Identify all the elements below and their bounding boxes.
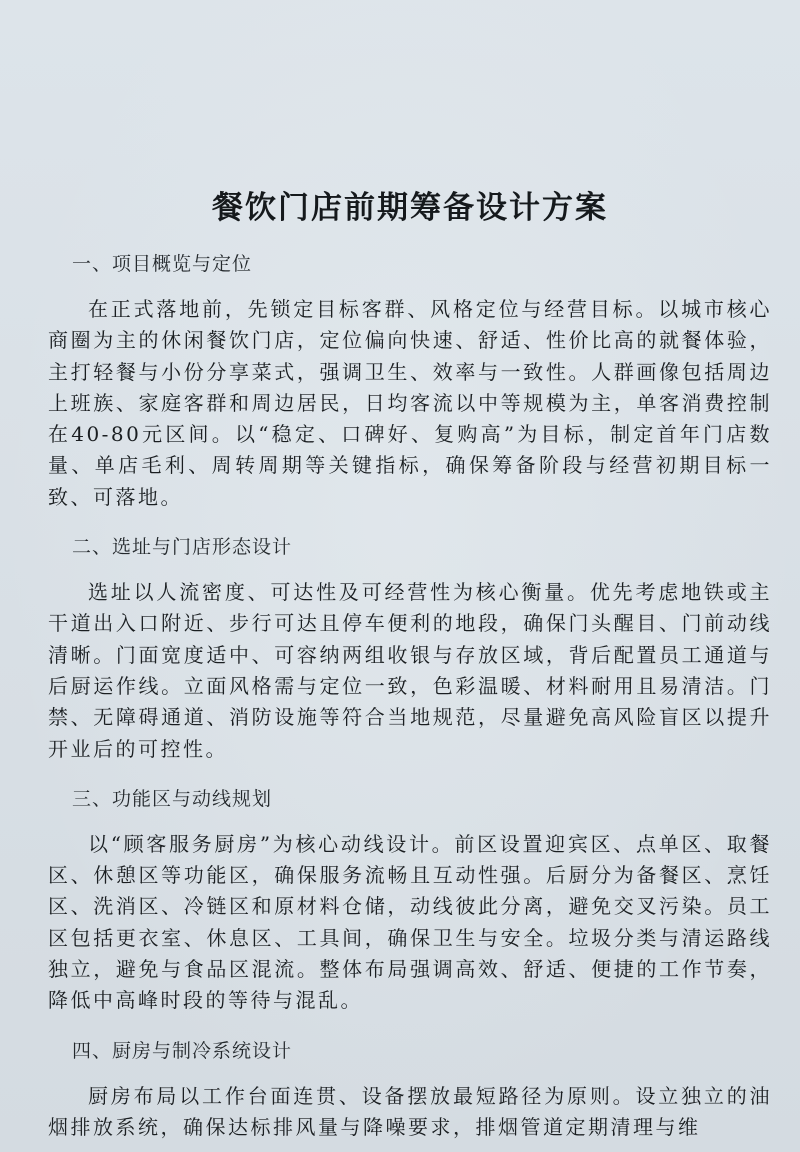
section-functional-zones (48, 787, 772, 1017)
section-body: 厨房布局以工作台面连贯、设备摆放最短路径为原则。设立独立的油烟排放系统，确保达标排风量与降噪要求，排烟管道定期清理与维 (48, 1083, 772, 1139)
section-heading: 一、项目概览与定位 (72, 253, 253, 275)
section-kitchen-refrigeration (48, 1039, 772, 1144)
section-heading: 三、功能区与动线规划 (72, 787, 273, 810)
section-site-selection (48, 535, 772, 765)
section-body: 选址以人流密度、可达性及可经营性为核心衡量。优先考虑地铁或主干道出入口附近、步行可达且停车便利的地段，确保门头醒目、门前动线清晰。门面宽度适中、可容纳两组收银与存放区域，背后配置员工通道与后厨运作线。立面风格需与定位一致，色彩温暖、材料耐用且易清洁。门禁、无障碍通道、消防设施等符合当地规范，尽量避免高风险盲区以提升开业后的可控性。 (48, 580, 772, 761)
section-body: 以“顾客服务厨房”为核心动线设计。前区设置迎宾区、点单区、取餐区、休憩区等功能区，确保服务流畅且互动性强。后厨分为备餐区、烹饪区、洗消区、冷链区和原材料仓储，动线彼此分离，避免交叉污染。员工区包括更衣室、休息区、工具间，确保卫生与安全。垃圾分类与清运路线独立，避免与食品区混流。整体布局强调高效、舒适、便捷的工作节奏，降低中高峰时段的等待与混乱。 (48, 831, 772, 1013)
section-heading: 二、选址与门店形态设计 (72, 536, 293, 559)
section-overview (48, 252, 772, 513)
document-title: 餐饮门店前期筹备设计方案 (212, 190, 608, 226)
section-heading: 四、厨房与制冷系统设计 (72, 1039, 293, 1062)
section-body: 在正式落地前，先锁定目标客群、风格定位与经营目标。以城市核心商圈为主的休闲餐饮门店，定位偏向快速、舒适、性价比高的就餐体验，主打轻餐与小份分享菜式，强调卫生、效率与一致性。人群画像包括周边上班族、家庭客群和周边居民，日均客流以中等规模为主，单客消费控制在40-80元区间。以“稳定、口碑好、复购高”为目标，制定首年门店数量、单店毛利、周转周期等关键指标，确保筹备阶段与经营初期目标一致、可落地。 (48, 297, 772, 509)
